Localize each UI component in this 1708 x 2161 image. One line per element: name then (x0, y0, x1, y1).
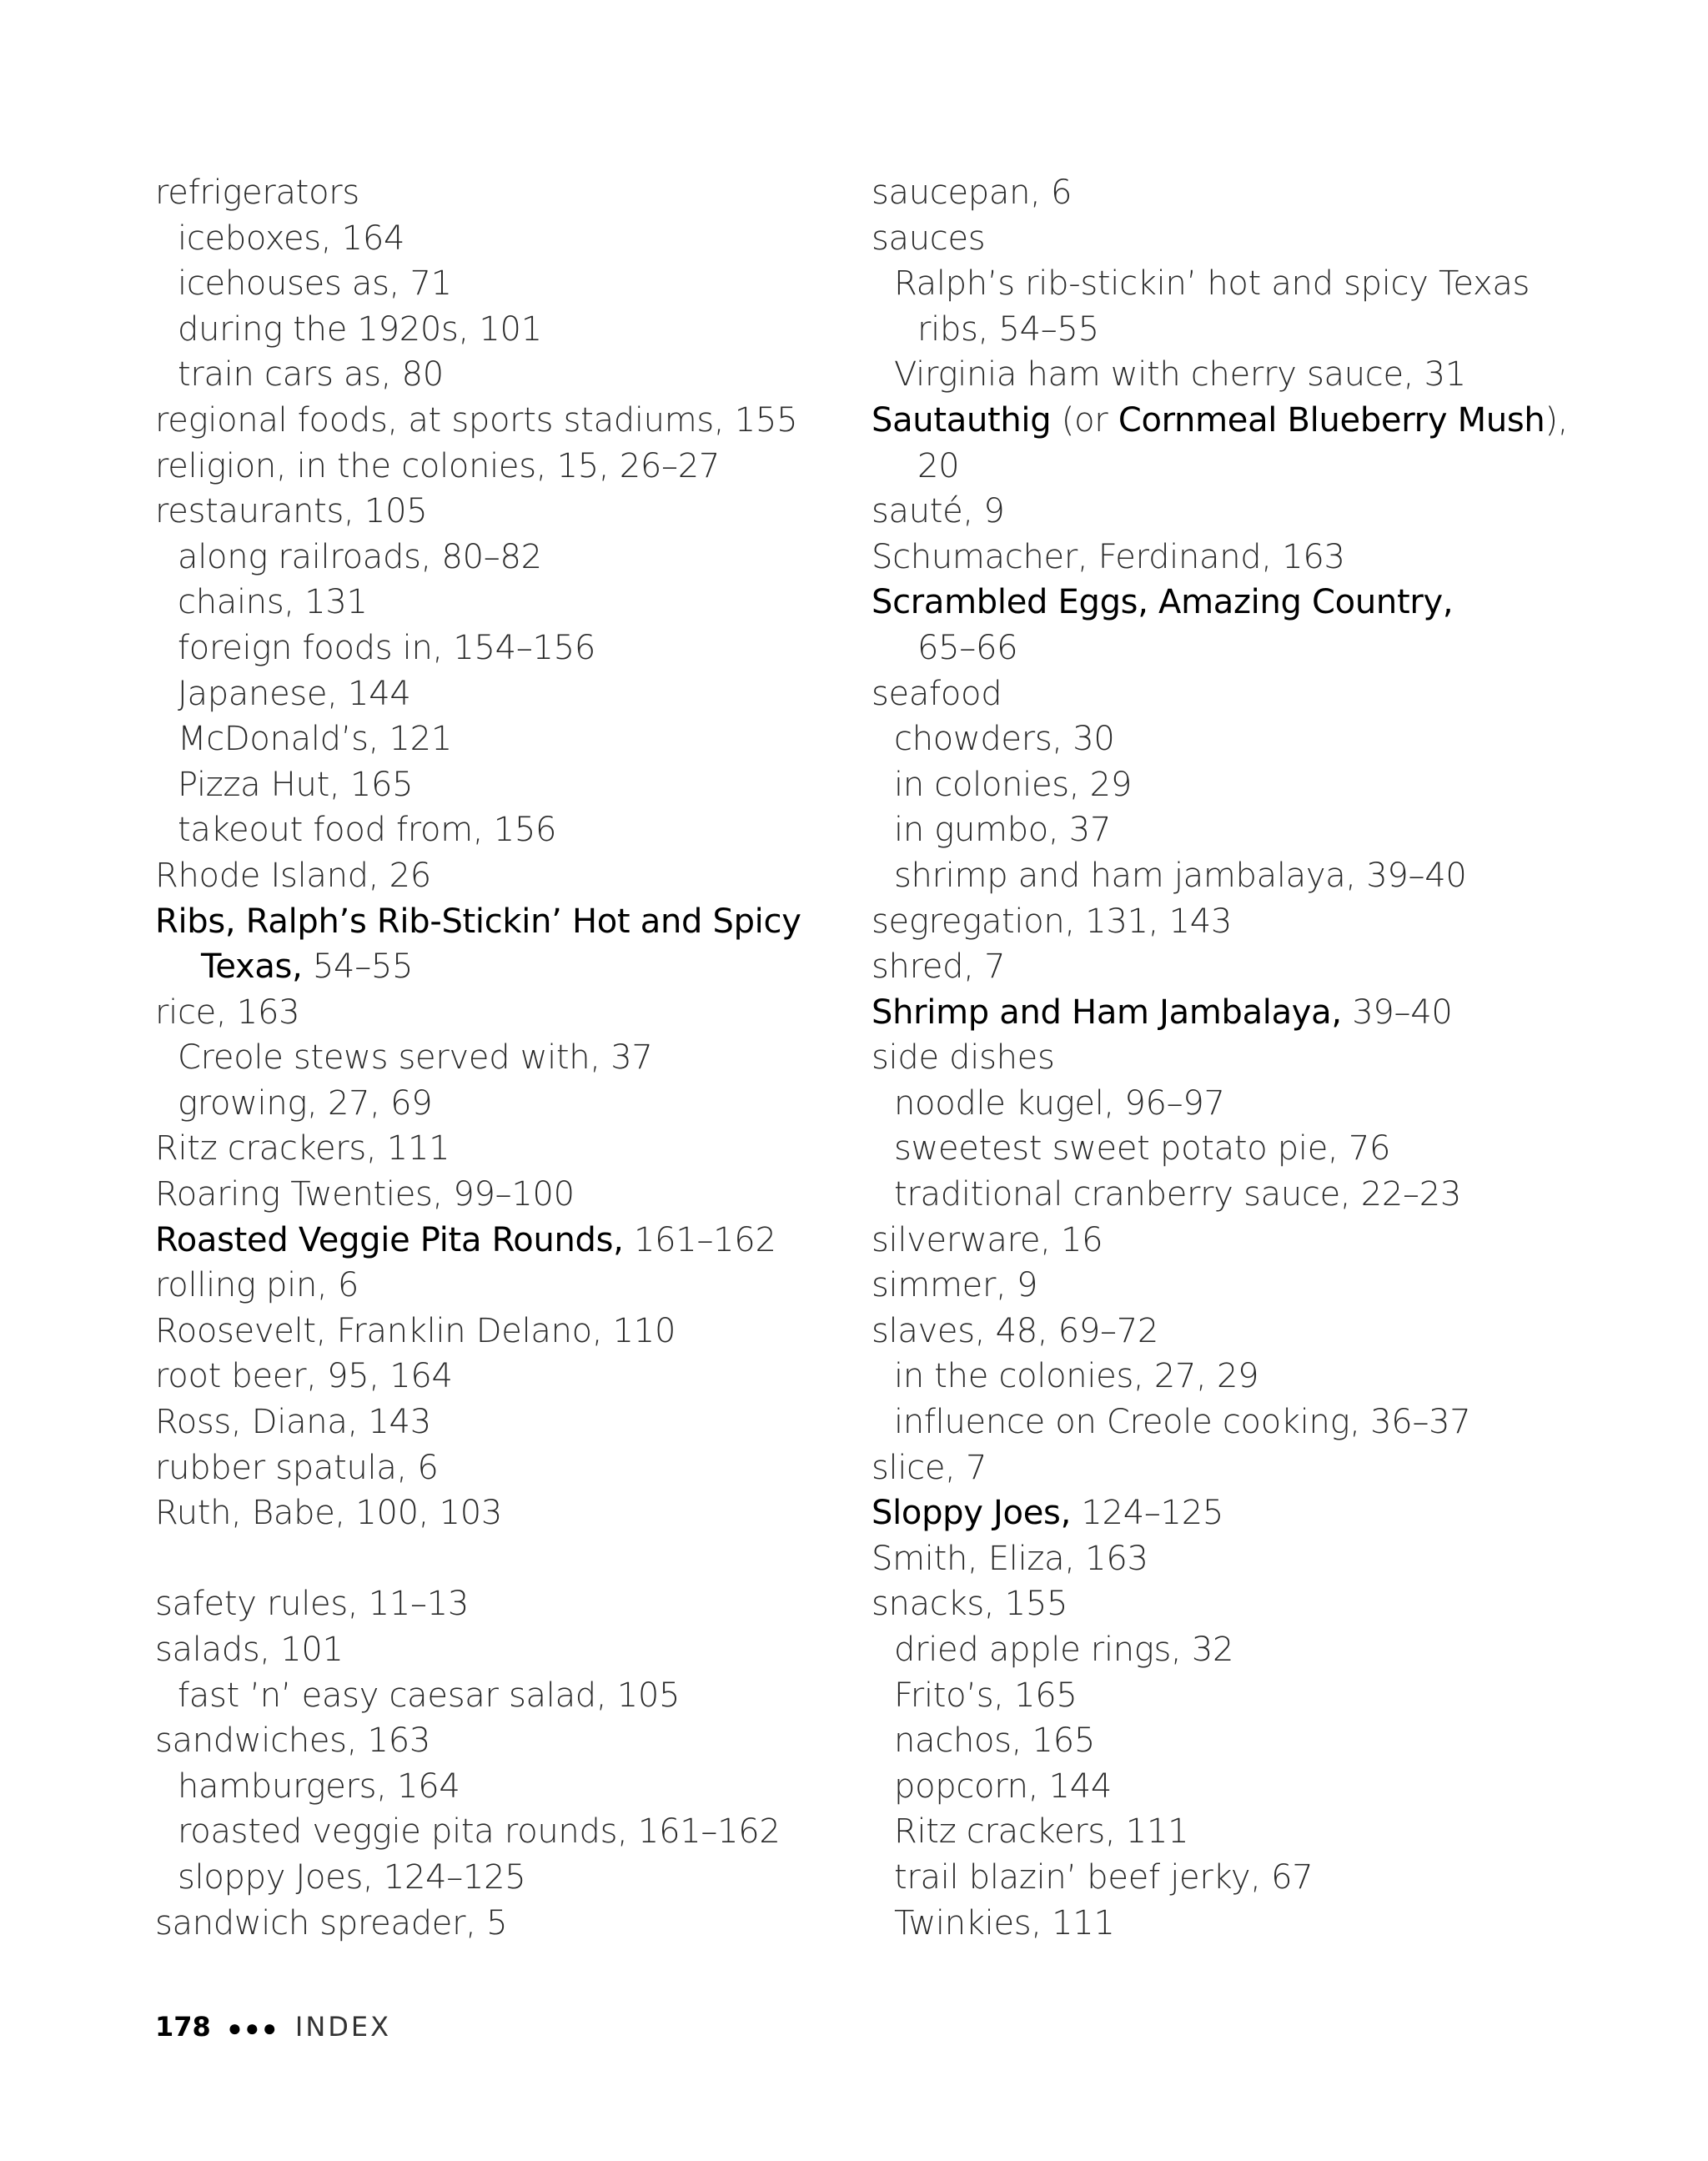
index-entry (872, 535, 1589, 580)
index-subentry (155, 1081, 872, 1127)
index-subentry (872, 807, 1589, 853)
entry-text: roasted veggie pita rounds, 161–162 (178, 1812, 781, 1852)
index-entry (155, 1581, 872, 1627)
entry-text: 124–125 (1070, 1494, 1223, 1533)
index-entry (872, 216, 1589, 262)
index-entry (155, 170, 872, 216)
entry-text: ), (1545, 400, 1569, 440)
index-subentry (155, 1035, 872, 1081)
index-entry (155, 1627, 872, 1673)
entry-text: ribs, 54–55 (917, 309, 1099, 349)
index-subentry (155, 1673, 872, 1719)
index-subentry (155, 535, 872, 580)
entry-text: Roaring Twenties, 99–100 (155, 1175, 575, 1214)
entry-text: Ruth, Babe, 100, 103 (155, 1494, 503, 1533)
entry-text: Twinkies, 111 (894, 1903, 1115, 1942)
entry-text: segregation, 131, 143 (872, 902, 1233, 941)
entry-text: train cars as, 80 (178, 355, 444, 395)
entry-text: popcorn, 144 (894, 1766, 1112, 1806)
entry-text: Ritz crackers, 111 (894, 1812, 1189, 1852)
entry-text: rubber spatula, 6 (155, 1448, 439, 1487)
entry-text: icehouses as, 71 (178, 264, 452, 304)
entry-text: during the 1920s, 101 (178, 309, 542, 349)
entry-text: hamburgers, 164 (178, 1766, 460, 1806)
entry-text: Frito’s, 165 (894, 1676, 1078, 1715)
recipe-title: Scrambled Eggs, Amazing Country, (872, 583, 1454, 622)
entry-text: fast ’n’ easy caesar salad, 105 (178, 1676, 681, 1715)
index-entry (155, 1400, 872, 1445)
entry-text: Virginia ham with cherry sauce, 31 (894, 355, 1466, 395)
entry-text: salads, 101 (155, 1631, 344, 1669)
entry-text: in colonies, 29 (894, 765, 1132, 804)
entry-text: saucepan, 6 (872, 173, 1073, 212)
index-subentry (872, 307, 1589, 353)
index-subentry (872, 1354, 1589, 1400)
entry-text: iceboxes, 164 (178, 219, 405, 258)
page-number: 178 (155, 2011, 211, 2043)
index-entry (872, 580, 1589, 626)
index-entry (872, 1218, 1589, 1264)
index-subentry (872, 762, 1589, 808)
index-entry (155, 1445, 872, 1491)
entry-text: along railroads, 80–82 (178, 537, 542, 576)
entry-text: traditional cranberry sauce, 22–23 (894, 1175, 1462, 1214)
entry-text: sweetest sweet potato pie, 76 (894, 1129, 1391, 1168)
separator-dots-icon: ●●● (227, 2014, 280, 2042)
index-entry (155, 1490, 872, 1536)
index-subentry (872, 1809, 1589, 1855)
index-subentry (155, 580, 872, 626)
entry-text: in the colonies, 27, 29 (894, 1357, 1259, 1396)
entry-text: Ralph’s rib-stickin’ hot and spicy Texas (894, 264, 1530, 304)
entry-text: slaves, 48, 69–72 (872, 1311, 1159, 1350)
index-entry (872, 1035, 1589, 1081)
index-subentry (872, 352, 1589, 398)
index-entry (155, 1901, 872, 1947)
entry-text: Smith, Eliza, 163 (872, 1539, 1148, 1578)
entry-text: Ross, Diana, 143 (155, 1403, 431, 1442)
index-entry (872, 671, 1589, 717)
index-subentry (155, 716, 872, 762)
index-entry (872, 944, 1589, 990)
index-subentry (872, 1901, 1589, 1947)
entry-text: Ritz crackers, 111 (155, 1129, 450, 1168)
entry-text: simmer, 9 (872, 1266, 1038, 1305)
index-subentry (155, 944, 872, 990)
entry-text: 54–55 (302, 947, 414, 987)
entry-text: shred, 7 (872, 947, 1006, 987)
index-entry (872, 1309, 1589, 1354)
entry-text: in gumbo, 37 (894, 811, 1112, 850)
index-entry (155, 853, 872, 899)
recipe-title: Ribs, Ralph’s Rib-Stickin’ Hot and Spicy (155, 902, 801, 941)
entry-text: 39–40 (1341, 993, 1453, 1032)
index-subentry (872, 1400, 1589, 1445)
entry-text: noodle kugel, 96–97 (894, 1083, 1225, 1123)
entry-text: nachos, 165 (894, 1721, 1095, 1761)
index-entry (872, 1536, 1589, 1582)
entry-text: foreign foods in, 154–156 (178, 628, 595, 667)
index-subentry (872, 1764, 1589, 1810)
index-entry (155, 1218, 872, 1264)
recipe-title: Cornmeal Blueberry Mush (1118, 400, 1545, 440)
index-subentry (872, 1172, 1589, 1218)
index-entry (155, 1172, 872, 1218)
index-subentry (155, 1855, 872, 1901)
index-subentry (155, 352, 872, 398)
entry-text: safety rules, 11–13 (155, 1585, 469, 1624)
entry-text: (or (1051, 400, 1118, 440)
recipe-title: Sautauthig (872, 400, 1052, 440)
index-entry (872, 1490, 1589, 1536)
index-entry (155, 1718, 872, 1764)
entry-text: shrimp and ham jambalaya, 39–40 (894, 856, 1467, 895)
entry-text: growing, 27, 69 (178, 1083, 433, 1123)
index-entry (155, 489, 872, 535)
entry-text: religion, in the colonies, 15, 26–27 (155, 446, 721, 485)
index-entry (155, 899, 872, 945)
recipe-title: Sloppy Joes, (872, 1494, 1071, 1533)
index-subentry (872, 261, 1589, 307)
entry-text: Rhode Island, 26 (155, 856, 431, 895)
index-subentry (155, 261, 872, 307)
index-subentry (155, 671, 872, 717)
index-subentry (155, 216, 872, 262)
entry-text: Roosevelt, Franklin Delano, 110 (155, 1311, 676, 1350)
index-entry (872, 1263, 1589, 1309)
index-entry (155, 444, 872, 490)
index-column-left (155, 170, 872, 1946)
index-column-right (872, 170, 1589, 1946)
index-entry (872, 990, 1589, 1036)
index-subentry (155, 1809, 872, 1855)
entry-text: rolling pin, 6 (155, 1266, 359, 1305)
entry-text: takeout food from, 156 (178, 811, 557, 850)
page-footer (155, 2010, 391, 2045)
index-entry (872, 170, 1589, 216)
index-entry (155, 1309, 872, 1354)
entry-text: sloppy Joes, 124–125 (178, 1857, 526, 1897)
entry-text: slice, 7 (872, 1448, 987, 1487)
entry-text: regional foods, at sports stadiums, 155 (155, 400, 798, 440)
entry-text: 65–66 (917, 628, 1018, 667)
entry-text: sandwich spreader, 5 (155, 1903, 508, 1942)
entry-text: trail blazin’ beef jerky, 67 (894, 1857, 1314, 1897)
entry-text: silverware, 16 (872, 1220, 1103, 1259)
index-subentry (872, 444, 1589, 490)
index-subentry (872, 1673, 1589, 1719)
entry-text: 20 (917, 446, 960, 485)
index-entry (155, 1126, 872, 1172)
index-entry (155, 1354, 872, 1400)
index-subentry (155, 626, 872, 671)
index-entry (872, 489, 1589, 535)
entry-text: restaurants, 105 (155, 492, 428, 531)
index-entry (155, 1263, 872, 1309)
entry-text: seafood (872, 674, 1002, 713)
index-entry (872, 398, 1589, 444)
section-label: INDEX (294, 2011, 392, 2043)
entry-text: refrigerators (155, 173, 359, 212)
entry-text: sauces (872, 219, 986, 258)
recipe-title: Roasted Veggie Pita Rounds, (155, 1220, 624, 1259)
entry-text: root beer, 95, 164 (155, 1357, 453, 1396)
index-subentry (872, 626, 1589, 671)
entry-text: influence on Creole cooking, 36–37 (894, 1403, 1471, 1442)
entry-text: chains, 131 (178, 583, 368, 622)
index-subentry (872, 1627, 1589, 1673)
entry-text: sandwiches, 163 (155, 1721, 430, 1761)
recipe-title: Shrimp and Ham Jambalaya, (872, 993, 1342, 1032)
index-subentry (872, 1081, 1589, 1127)
entry-text: rice, 163 (155, 993, 300, 1032)
index-subentry (155, 1764, 872, 1810)
entry-text: Creole stews served with, 37 (178, 1038, 653, 1078)
index-subentry (872, 716, 1589, 762)
index-entry (872, 1445, 1589, 1491)
index-entry (872, 1581, 1589, 1627)
entry-text: side dishes (872, 1038, 1055, 1078)
entry-text: 161–162 (623, 1220, 776, 1259)
entry-text: chowders, 30 (894, 720, 1115, 759)
index-subentry (872, 1718, 1589, 1764)
entry-text: dried apple rings, 32 (894, 1631, 1234, 1669)
index-entry (872, 899, 1589, 945)
entry-text: Schumacher, Ferdinand, 163 (872, 537, 1345, 576)
entry-text: McDonald’s, 121 (178, 720, 452, 759)
entry-text: Japanese, 144 (178, 674, 411, 713)
index-subentry (155, 307, 872, 353)
index-subentry (155, 762, 872, 808)
index-subentry (872, 1126, 1589, 1172)
index-subentry (872, 853, 1589, 899)
index-entry (155, 398, 872, 444)
entry-text: sauté, 9 (872, 492, 1005, 531)
index-subentry (155, 807, 872, 853)
index-entry (155, 990, 872, 1036)
recipe-title: Texas, (201, 947, 303, 987)
entry-text: Pizza Hut, 165 (178, 765, 414, 804)
entry-text: snacks, 155 (872, 1585, 1068, 1624)
index-subentry (872, 1855, 1589, 1901)
